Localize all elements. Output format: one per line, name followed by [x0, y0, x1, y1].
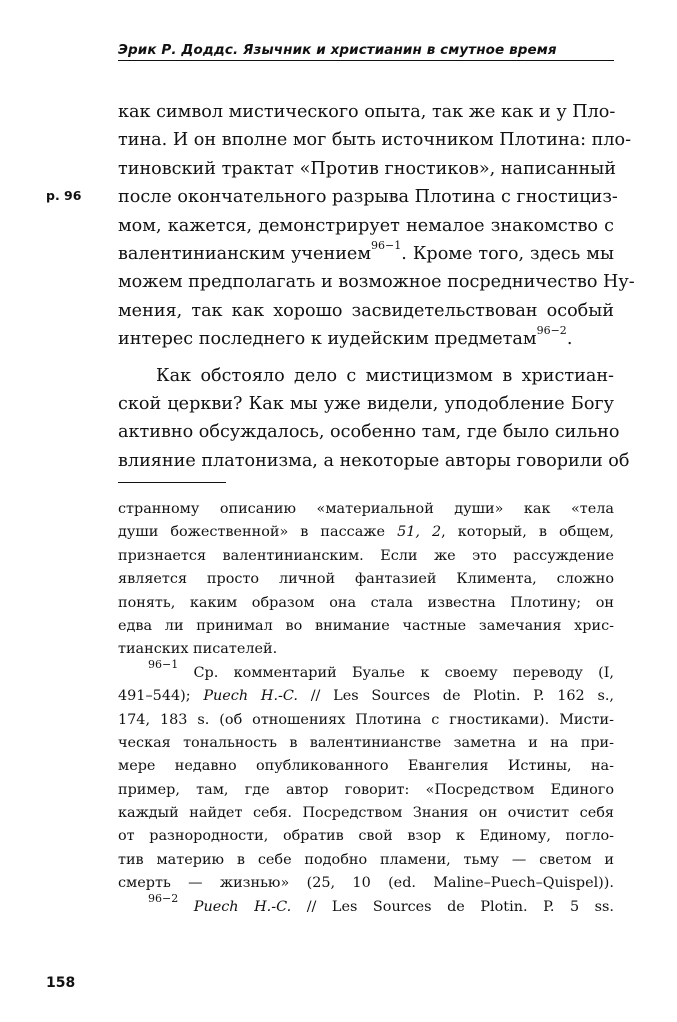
footnote-ref: 96−2 [536, 324, 567, 338]
text-line: тина. И он вполне мог быть источником Плотина: пло- [118, 130, 632, 151]
footnote-line: понять, каким образом она стала известна Плотину; он [118, 594, 614, 611]
footnote-line [118, 891, 614, 919]
footnote-number: 96−2 [148, 891, 179, 905]
footnote-line: признается валентинианским. Если же это рассуждение [118, 547, 614, 564]
text-line: мения, так как хорошо засвидетельствован особый [118, 300, 614, 321]
text-line [118, 240, 614, 268]
footnote-line: 174, 183 s. (об отношениях Плотина с гностиками). Мисти- [118, 711, 614, 728]
footnote-separator [118, 482, 226, 483]
text-line: можем предполагать и возможное посредничество Ну- [118, 272, 635, 293]
footnote-line: от разнородности, обратив свой взор к Единому, погло- [118, 828, 614, 845]
text-fragment: Ср. комментарий Буалье к своему переводу (I, [178, 664, 614, 681]
footnote-line [118, 521, 614, 544]
text-fragment: интерес последнего к иудейским предметам [118, 329, 537, 350]
footnote-line: тив материю в себе подобно пламени, тьму — светом и [118, 851, 614, 868]
text-line: влияние платонизма, а некоторые авторы говорили об [118, 450, 630, 471]
text-line: активно обсуждалось, особенно там, где было сильно [118, 422, 620, 443]
footnote-line [118, 657, 614, 685]
text-line: Как обстояло дело с мистицизмом в христиан- [156, 365, 614, 386]
text-fragment: . Кроме того, здесь мы [401, 243, 614, 264]
text-fragment: . [566, 329, 573, 350]
text-line: мом, кажется, демонстрирует немалое знакомство с [118, 215, 614, 236]
text-fragment: 491–544); [118, 688, 204, 705]
footnote-line: тианских писателей. [118, 641, 278, 658]
footnote-line: мере недавно опубликованного Евангелия Истины, на- [118, 758, 614, 775]
text-line: как символ мистического опыта, так же как и у Пло- [118, 102, 616, 122]
footnote-line: пример, там, где автор говорит: «Посредством Единого [118, 781, 614, 798]
text-fragment: Puech H.-C. [203, 688, 298, 705]
footnote-line: является просто личной фантазией Климента, сложно [118, 571, 614, 588]
text-line: ской церкви? Как мы уже видели, уподобление Богу [118, 393, 614, 414]
text-fragment: валентинианским учением [118, 243, 372, 264]
footnotes [118, 498, 614, 919]
text-line: тиновский трактат «Против гностиков», написанный [118, 158, 617, 179]
text-fragment: // Les Sources de Plotin. P. 5 ss. [291, 898, 614, 915]
footnote-line [118, 685, 614, 708]
text-line [118, 325, 614, 353]
footnote-ref: 96−1 [371, 239, 402, 253]
footnote-line: странному описанию «материальной души» как «тела [118, 501, 614, 517]
margin-page-reference: р. 96 [46, 188, 82, 203]
text-line: после окончательного разрыва Плотина с гностициз- [118, 187, 618, 208]
footnote-number: 96−1 [148, 657, 179, 671]
text-fragment: 51, 2 [397, 524, 442, 541]
footnote-line: смерть — жизнью» (25, 10 (ed. Maline–Puech–Quispel)). [118, 875, 614, 892]
footnote-line: ческая тональность в валентинианстве заметна и на при- [118, 734, 614, 751]
main-text [118, 98, 635, 475]
text-fragment: // Les Sources de Plotin. P. 162 s., [297, 688, 614, 705]
running-title: Эрик Р. Доддс. Язычник и христианин в смутное время [118, 42, 557, 58]
text-fragment: Puech H.-C. [178, 898, 292, 915]
footnote-line: каждый найдет себя. Посредством Знания он очистит себя [118, 805, 614, 822]
text-fragment: души божественной» в пассаже [118, 524, 398, 541]
running-header [118, 42, 614, 61]
page-number: 158 [46, 975, 76, 991]
text-fragment: , который, в общем, [441, 524, 614, 541]
footnote-line: едва ли принимал во внимание частные замечания хрис- [118, 617, 614, 634]
